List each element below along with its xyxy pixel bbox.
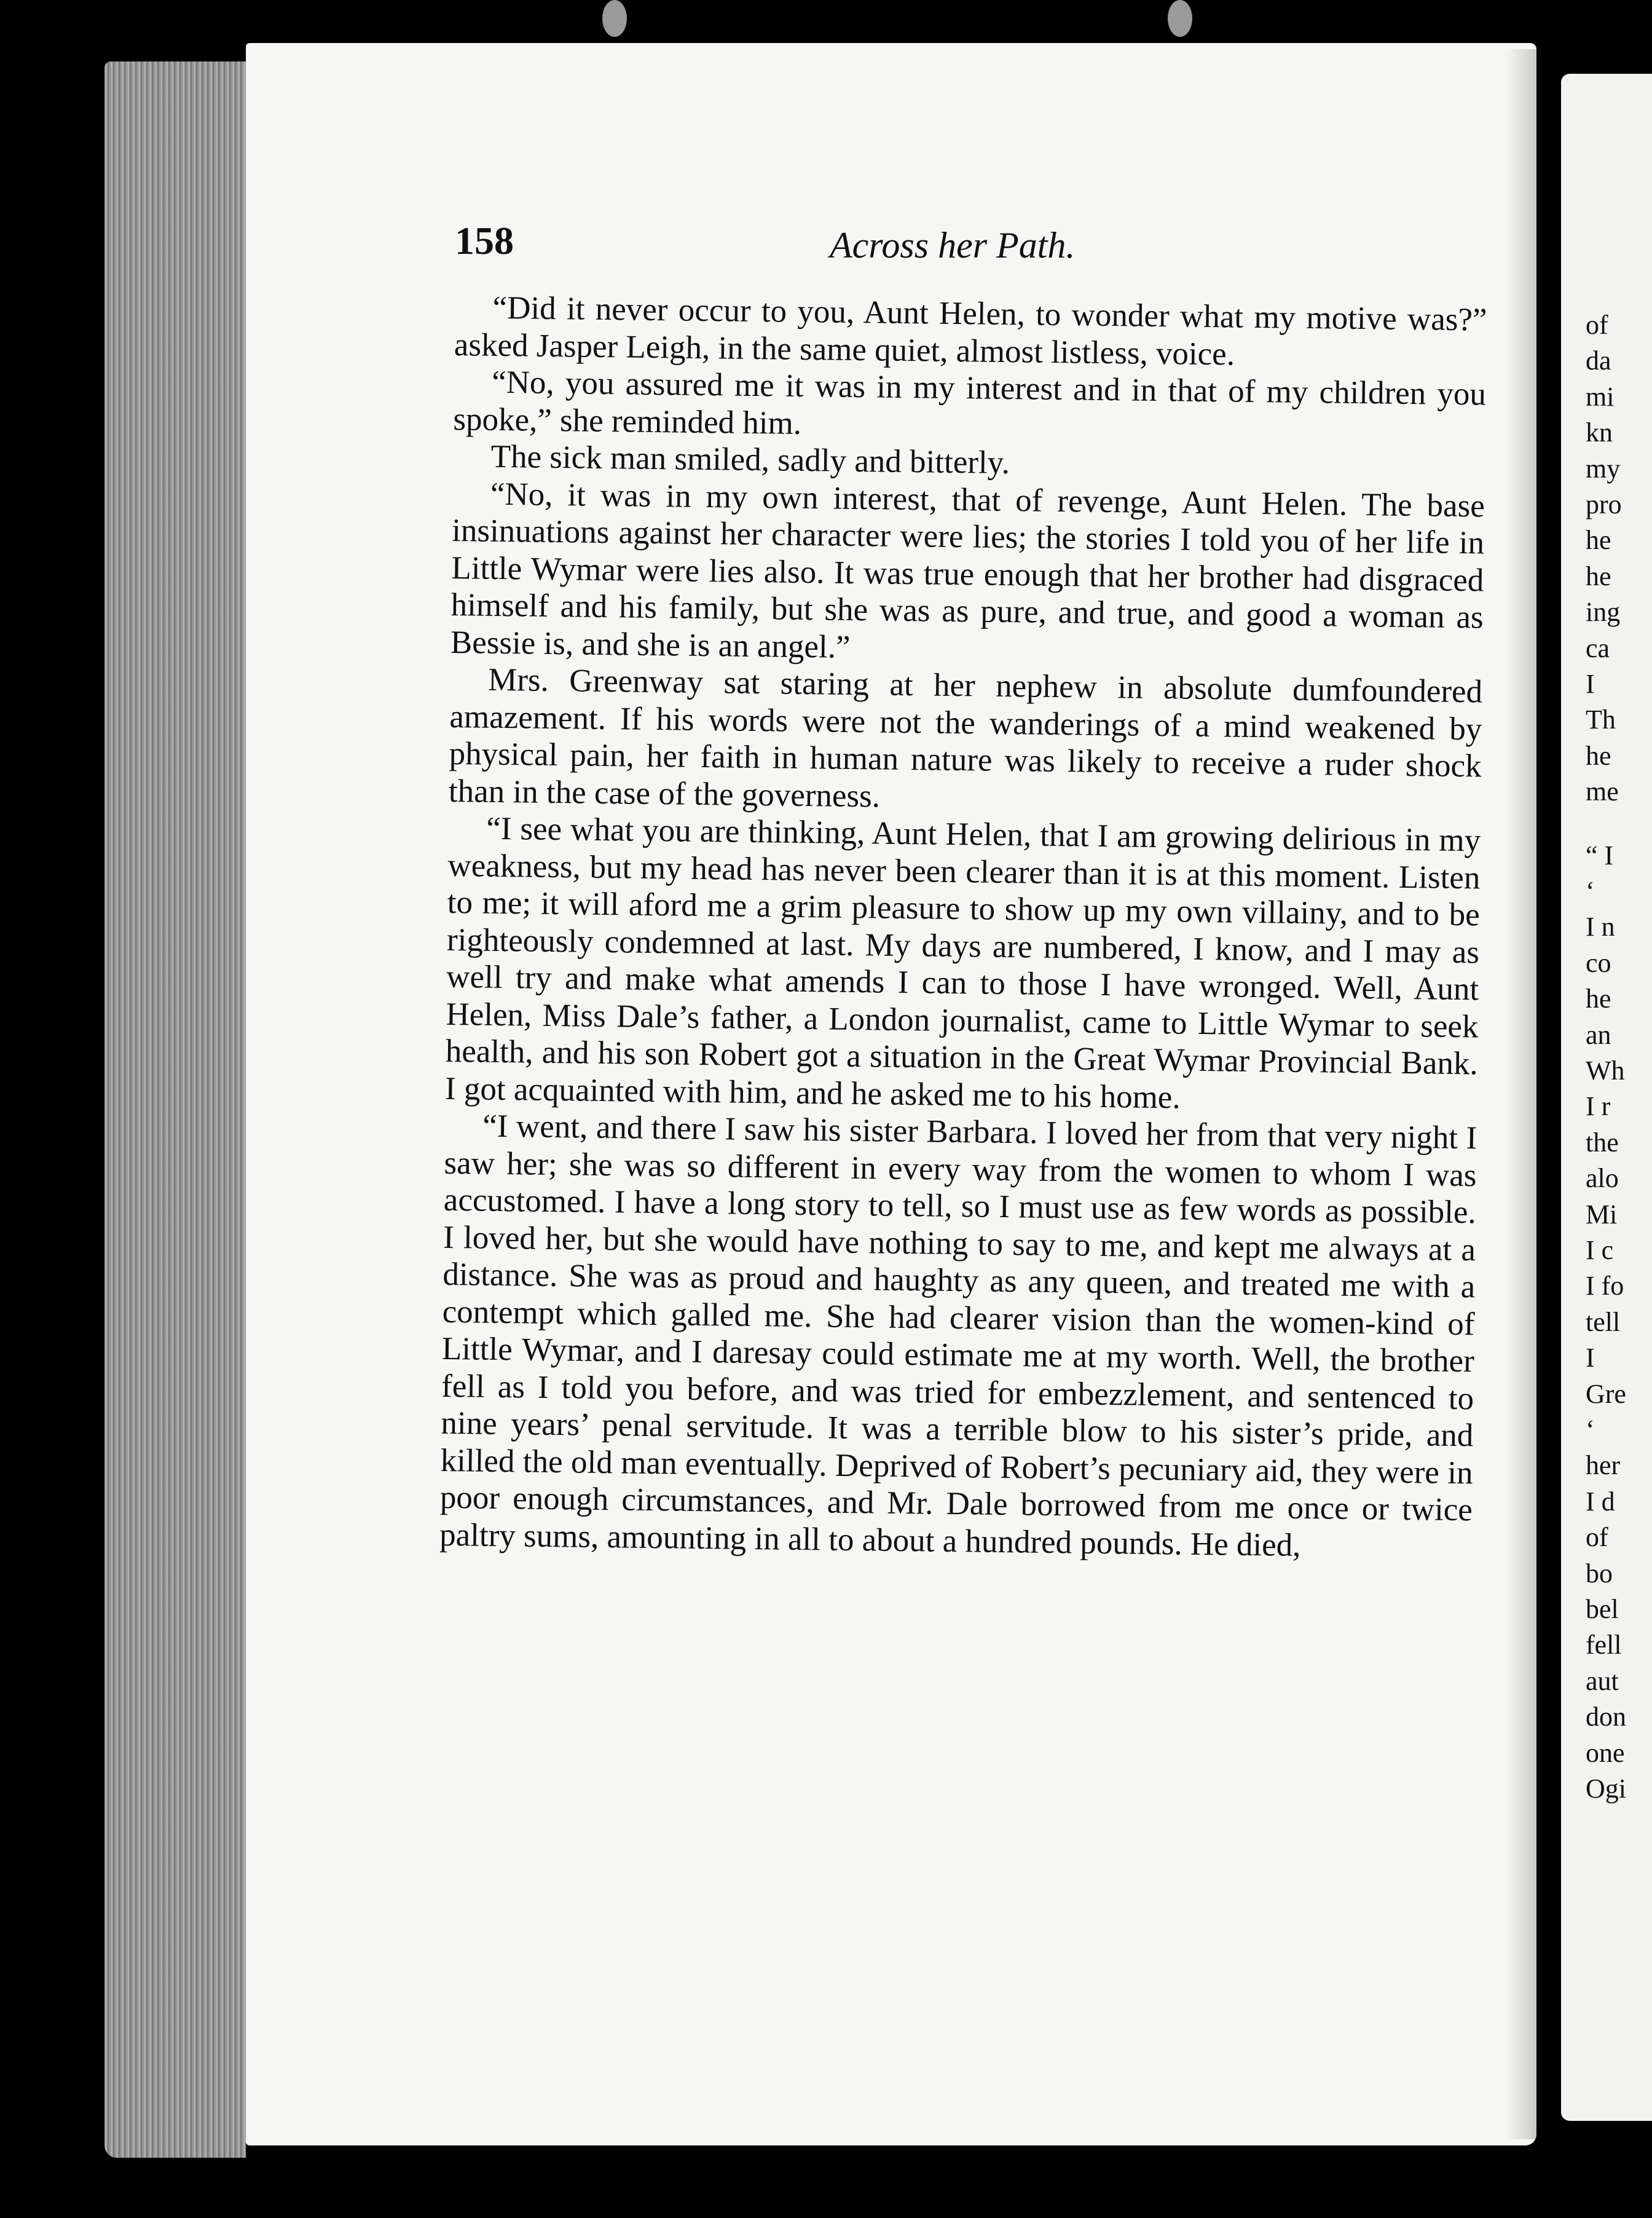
paragraph: “No, you assured me it was in my interest and in that of my children you spoke,” she reminded him.	[453, 364, 1487, 441]
page-body	[439, 289, 1487, 1566]
facing-page-fragment: an	[1586, 1019, 1611, 1050]
facing-page-fragment: he	[1586, 561, 1611, 591]
facing-page-fragment: I fo	[1586, 1271, 1624, 1301]
facing-page-fragment: the	[1586, 1127, 1619, 1158]
facing-page-fragment: he	[1586, 984, 1611, 1014]
facing-page-fragment: alo	[1586, 1163, 1619, 1194]
facing-page-fragment: kn	[1586, 417, 1613, 448]
facing-page-fragment: “ I	[1586, 840, 1614, 870]
facing-page-fragment: don	[1586, 1702, 1626, 1732]
gutter-shadow	[1506, 49, 1549, 2139]
paragraph: “I went, and there I saw his sister Barbara. I loved her from that very night I saw her; she was so different in every way from the women to whom I was accustomed. I have a long story to tell, so I must use as few words as possible. I loved her, but she would have nothing to say to me, and kept me always at a distance. She was as proud and haughty as any queen, and treated me with a contempt which galled me. She had clearer vision than the women-kind of Little Wymar, and I daresay could estimate me at my worth. Well, the brother fell as I told you before, and was tried for embezzlement, and sentenced to nine years’ penal servitude. It was a terrible blow to his sister’s pride, and killed the old man eventually. Deprived of Robert’s pecuniary aid, they were in poor enough circumstances, and Mr. Dale borrowed from me once or twice paltry sums, amounting in all to about a hundred pounds. He died,	[439, 1108, 1477, 1563]
facing-page-text	[1586, 0, 1652, 2218]
facing-page-fragment: I c	[1586, 1235, 1614, 1265]
facing-page-fragment: I	[1586, 1343, 1595, 1373]
facing-page-fragment: pro	[1586, 489, 1622, 519]
facing-page-fragment: aut	[1586, 1665, 1619, 1696]
facing-page-fragment: Wh	[1586, 1056, 1625, 1086]
page-tear-mark	[602, 0, 627, 37]
facing-page-fragment: Gre	[1586, 1378, 1626, 1409]
facing-page-fragment: da	[1586, 345, 1611, 376]
facing-page-fragment: Mi	[1586, 1199, 1618, 1229]
facing-page-fragment: mi	[1586, 381, 1615, 412]
facing-page-fragment: of	[1586, 310, 1608, 340]
facing-page-fragment: ‘	[1586, 876, 1595, 906]
facing-page-fragment: her	[1586, 1450, 1621, 1481]
page-tear-mark	[1168, 0, 1192, 37]
facing-page-fragment: he	[1586, 740, 1611, 771]
facing-page-fragment: my	[1586, 453, 1621, 484]
facing-page-fragment: co	[1586, 947, 1611, 978]
running-title: Across her Path.	[830, 225, 1076, 266]
paragraph: “I see what you are thinking, Aunt Helen, that I am growing delirious in my weakness, but my head has never been clearer than it is at this moment. Listen to me; it will aford me a grim pleasure to show up my own villainy, and to be righteously condemned at last. My days are numbered, I know, and I may as well try and make what amends I can to those I have wronged. Well, Aunt Helen, Miss Dale’s father, a London journalist, came to Little Wymar to seek health, and his son Robert got a situation in the Great Wymar Provincial Bank. I got acquainted with him, and he asked me to his home.	[444, 810, 1481, 1116]
facing-page-fragment: bel	[1586, 1594, 1619, 1624]
paragraph: “Did it never occur to you, Aunt Helen, to wonder what my motive was?” asked Jasper Leigh, in the same quiet, almost listless, voice.	[454, 290, 1487, 373]
facing-page-fragment: I d	[1586, 1486, 1615, 1517]
facing-page-fragment: I	[1586, 669, 1595, 699]
facing-page-fragment: tell	[1586, 1306, 1621, 1337]
facing-page-fragment: ing	[1586, 597, 1621, 628]
facing-page-fragment: ca	[1586, 633, 1610, 663]
facing-page-fragment: I n	[1586, 912, 1615, 942]
facing-page-fragment: fell	[1586, 1630, 1622, 1660]
facing-page-fragment: he	[1586, 525, 1611, 556]
facing-page-fragment: ‘	[1586, 1415, 1595, 1445]
page-stack-edge	[104, 61, 246, 2158]
paragraph: “No, it was in my own interest, that of revenge, Aunt Helen. The base insinuations against her character were lies; the stories I told you of her life in Little Wymar were lies also. It was true enough that her brother had disgraced himself and his family, but she was as pure, and true, and good a woman as Bessie is, and she is an angel.”	[450, 476, 1485, 665]
paragraph: The sick man smiled, sadly and bitterly.	[490, 438, 1010, 481]
facing-page-fragment: me	[1586, 776, 1619, 807]
facing-page-fragment: bo	[1586, 1558, 1613, 1589]
paragraph: Mrs. Greenway sat staring at her nephew in absolute dumfoundered amazement. If his words were not the wanderings of a mind weakened by physical pain, her faith in human nature was likely to receive a ruder shock than in the case of the governess.	[448, 661, 1483, 815]
facing-page-fragment: Th	[1586, 704, 1616, 735]
facing-page-fragment: I r	[1586, 1091, 1611, 1122]
facing-page-fragment: Ogi	[1586, 1774, 1626, 1804]
page-number: 158	[455, 219, 514, 262]
facing-page-fragment: one	[1586, 1737, 1625, 1768]
page-header	[455, 212, 1500, 267]
facing-page-fragment: of	[1586, 1522, 1608, 1553]
